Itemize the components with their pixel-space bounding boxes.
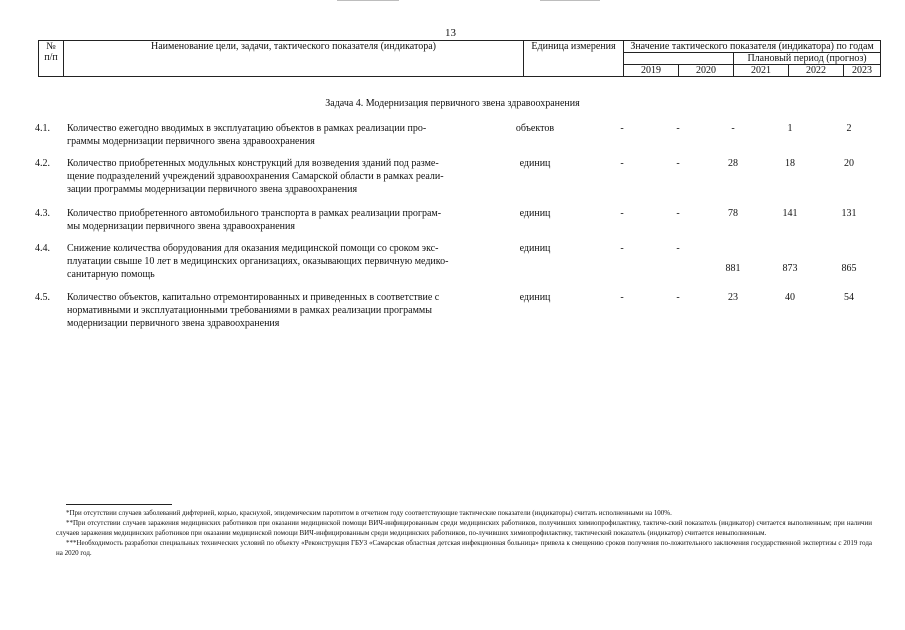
- row-value-2019: -: [620, 243, 624, 254]
- row-value-2019: -: [620, 292, 624, 303]
- row-name: Количество объектов, капитально отремонтированных и приведенных в соответствие с нормативными и эксплуатационными требованиями в рамках реализации программы модернизации первичного звена здравоохранения: [67, 292, 440, 329]
- row-number: 4.3.: [35, 208, 50, 219]
- header-year: 2023: [844, 65, 881, 77]
- row-value-2022: 1: [787, 123, 793, 134]
- footnote: **При отсутствии случаев заражения медицинских работников при оказании медицинской помощи ВИЧ-инфицированным среди медицинских работников, получивших химиопрофилактику, тактиче-ский показатель (индикатор) считается выполненным; при наличии случаев заражения медицинских работников при оказании медицинской помощи ВИЧ-инфицированным среди медицинских работников, по-лучивших химиопрофилактику, тактический показатель (индикатор) считается невыполненным.: [56, 519, 872, 537]
- row-value-2020: -: [676, 123, 680, 134]
- row-value-2019: -: [620, 208, 624, 219]
- row-name: Количество приобретенного автомобильного транспорта в рамках реализации програм- мы модернизации первичного звена здравоохранения: [67, 208, 442, 232]
- row-unit: единиц: [519, 158, 551, 169]
- row-value-2021: 78: [728, 208, 738, 219]
- row-value-2021: 881: [725, 263, 741, 274]
- row-unit: единиц: [519, 292, 551, 303]
- row-value-2019: -: [620, 123, 624, 134]
- header-year: 2021: [734, 65, 789, 77]
- page-number: 13: [445, 27, 456, 39]
- footnote: *При отсутствии случаев заболеваний дифтерией, корью, краснухой, эпидемическим паротитом в отчетном году соответствующие тактические показатели (индикаторы) считать исполненными на 100%.: [66, 509, 672, 517]
- row-value-2019: -: [620, 158, 624, 169]
- header-year: 2022: [789, 65, 844, 77]
- row-value-2022: 40: [785, 292, 795, 303]
- header-name: Наименование цели, задачи, тактического показателя (индикатора): [64, 41, 524, 77]
- header-year: 2019: [624, 65, 679, 77]
- row-number: 4.2.: [35, 158, 50, 169]
- header-number: № п/п: [39, 41, 64, 77]
- task-title: Задача 4. Модернизация первичного звена здравоохранения: [325, 98, 580, 109]
- row-value-2020: -: [676, 292, 680, 303]
- header-year: 2020: [679, 65, 734, 77]
- indicator-table-header: [38, 40, 881, 77]
- row-value-2023: 131: [841, 208, 857, 219]
- row-unit: объектов: [515, 123, 555, 134]
- row-name: Снижение количества оборудования для оказания медицинской помощи со сроком экс- плуатации свыше 10 лет в медицинских организациях, оказывающих первичную медико- санитарную помощь: [67, 243, 449, 280]
- row-number: 4.4.: [35, 243, 50, 254]
- row-value-2021: -: [731, 123, 735, 134]
- row-value-2023: 20: [844, 158, 854, 169]
- row-number: 4.5.: [35, 292, 50, 303]
- row-value-2020: -: [676, 243, 680, 254]
- row-name: Количество приобретенных модульных конструкций для возведения зданий под разме- щение подразделений учреждений здравоохранения Самарской области в рамках реали- зации программы модернизации первичного звена здравоохранения: [67, 158, 444, 195]
- header-planned-period: Плановый период (прогноз): [734, 53, 881, 65]
- row-value-2021: 28: [728, 158, 738, 169]
- row-number: 4.1.: [35, 123, 50, 134]
- row-value-2023: 2: [846, 123, 852, 134]
- scan-artifact-line: [337, 0, 399, 1]
- footnotes: [56, 508, 872, 558]
- footnote-divider: [66, 504, 172, 505]
- header-values-title: Значение тактического показателя (индикатора) по годам: [624, 41, 881, 53]
- row-value-2020: -: [676, 208, 680, 219]
- header-unit: Единица измерения: [524, 41, 624, 77]
- row-unit: единиц: [519, 243, 551, 254]
- row-value-2022: 18: [785, 158, 795, 169]
- scan-artifact-line: [540, 0, 600, 1]
- row-value-2022: 141: [782, 208, 798, 219]
- row-value-2020: -: [676, 158, 680, 169]
- row-value-2023: 54: [844, 292, 854, 303]
- row-value-2022: 873: [782, 263, 798, 274]
- footnote: ***Необходимость разработки специальных технических условий по объекту «Реконструкция ГБУЗ «Самарская областная детская инфекционная больница» привела к смещению сроков получения по-ложительного заключения государственной экспертизы с 2019 года на 2020 год.: [56, 539, 872, 557]
- row-value-2021: 23: [728, 292, 738, 303]
- row-unit: единиц: [519, 208, 551, 219]
- row-value-2023: 865: [841, 263, 857, 274]
- row-name: Количество ежегодно вводимых в эксплуатацию объектов в рамках реализации про- граммы модернизации первичного звена здравоохранения: [67, 123, 427, 147]
